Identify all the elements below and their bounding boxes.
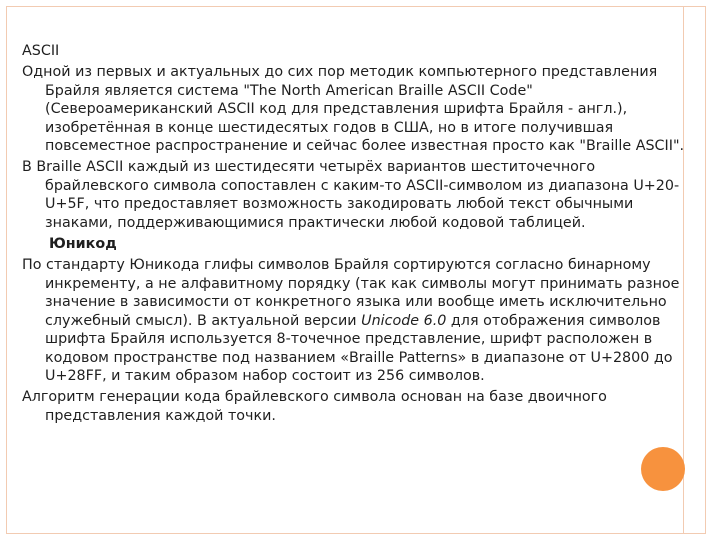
heading-ascii: ASCII: [22, 43, 60, 59]
paragraph-braille-ascii: В Braille ASCII каждый из шестидесяти четырёх вариантов шеститочечного брайлевского символа сопоставлен с каким-то ASCII-символом из диапазона U+20-U+5F, что предоставляет возможность закодировать любой текст обычными знаками, поддерживающимися практически любой кодовой таблицей.: [22, 159, 680, 231]
paragraph-algorithm: Алгоритм генерации кода брайлевского символа основан на базе двоичного представления каждой точки.: [22, 389, 607, 424]
unicode-version: Unicode 6.0: [361, 312, 447, 329]
paragraph-unicode: [22, 256, 692, 385]
paragraph-unicode-part2: для отображения символов шрифта Брайля используется 8-точечное представление, шрифт расположен в кодовом пространстве под названием «Braille Patterns» в диапазоне от U+2800 до U+28FF, и таким образом набор состоит из 256 символов.: [45, 312, 673, 384]
slide-content: [22, 42, 692, 428]
paragraph-unicode-part1: По стандарту Юникода глифы символов Брайля сортируются согласно бинарному инкременту, а не алфавитному порядку (так как символы могут принимать разное значение в зависимости от конкретного языка или вообще иметь исключительно служебный смысл). В актуальной версии: [22, 257, 680, 329]
paragraph-ascii-intro: Одной из первых и актуальных до сих пор методик компьютерного представления Брайля является система "The North American Braille ASCII Code" (Североамериканский ASCII код для представления шрифта Брайля - англ.), изобретённая в конце шестидесятых годов в США, но в итоге получившая повсеместное распространение и сейчас более известная просто как "Braille ASCII".: [22, 64, 685, 155]
heading-unicode: Юникод: [49, 236, 117, 253]
accent-dot: [641, 447, 685, 491]
